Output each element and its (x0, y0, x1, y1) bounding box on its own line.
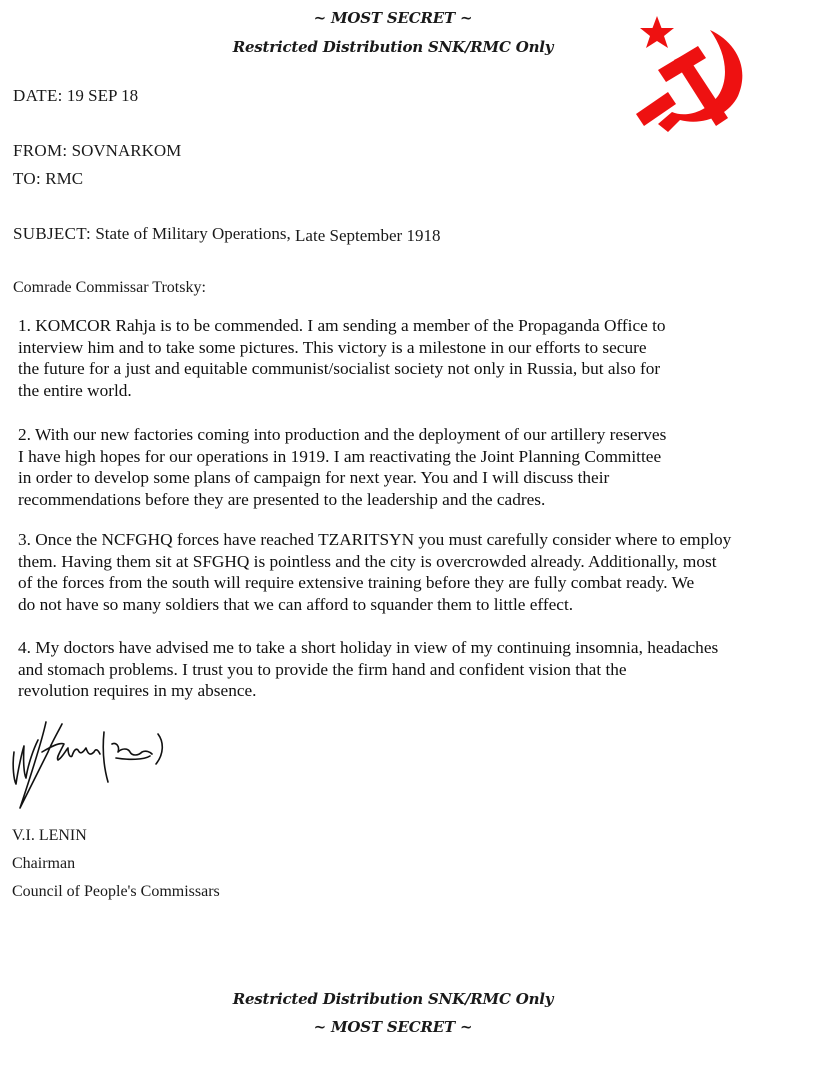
paragraph-line: 1. KOMCOR Rahja is to be commended. I am sending a member of the Propaganda Office to (18, 316, 666, 335)
subject-field (13, 224, 440, 244)
paragraph-line: interview him and to take some pictures. This victory is a milestone in our efforts to secure (18, 337, 647, 357)
date-label: DATE: (13, 86, 63, 105)
classification-bottom-line1: Restricted Distribution SNK/RMC Only (232, 990, 554, 1008)
paragraph-line: the future for a just and equitable communist/socialist society not only in Russia, but also for (18, 359, 661, 378)
to-field (13, 169, 83, 189)
signatory-organization: Council of People's Commissars (12, 883, 220, 900)
subject-value-part1: State of Military Operations, (95, 224, 291, 243)
classification-top-line2: Restricted Distribution SNK/RMC Only (232, 38, 554, 56)
paragraph-4 (18, 637, 808, 702)
hammer-and-sickle-with-star-icon (628, 8, 758, 138)
paragraph-line: them. Having them sit at SFGHQ is pointless and the city is overcrowded already. Additionally, most (18, 551, 717, 571)
paragraph-line: I have high hopes for our operations in 1919. I am reactivating the Joint Planning Committee (18, 446, 662, 466)
paragraph-2 (18, 424, 808, 510)
from-value: SOVNARKOM (71, 141, 182, 160)
subject-label: SUBJECT: (13, 224, 92, 243)
date-field (13, 86, 138, 106)
paragraph-line: and stomach problems. I trust you to provide the firm hand and confident vision that the (18, 659, 627, 679)
paragraph-line: do not have so many soldiers that we can afford to squander them to little effect. (18, 594, 574, 614)
paragraph-line: the entire world. (18, 380, 132, 400)
paragraph-line: revolution requires in my absence. (18, 681, 257, 700)
paragraph-line: recommendations before they are presented to the leadership and the cadres. (18, 489, 546, 509)
paragraph-line: 4. My doctors have advised me to take a short holiday in view of my continuing insomnia, headaches (18, 638, 719, 657)
handwritten-signature-icon (8, 712, 168, 817)
from-field (13, 141, 181, 161)
paragraph-3 (18, 529, 808, 615)
classification-bottom-line2: ~ MOST SECRET ~ (313, 1018, 473, 1036)
to-label: TO: (13, 169, 41, 188)
subject-value-part2: Late September 1918 (295, 226, 441, 245)
paragraph-line: of the forces from the south will require extensive training before they are fully combat ready. We (18, 573, 695, 592)
classification-top-line1: ~ MOST SECRET ~ (313, 9, 473, 27)
date-value: 19 SEP 18 (66, 86, 139, 105)
salutation: Comrade Commissar Trotsky: (13, 279, 206, 296)
paragraph-line: 3. Once the NCFGHQ forces have reached TZARITSYN you must carefully consider where to employ (18, 530, 732, 549)
from-label: FROM: (13, 141, 68, 160)
paragraph-line: in order to develop some plans of campaign for next year. You and I will discuss their (18, 468, 610, 487)
signatory-name: V.I. LENIN (12, 827, 87, 844)
paragraph-1 (18, 315, 808, 401)
to-value: RMC (45, 169, 84, 188)
signatory-title: Chairman (12, 855, 76, 872)
paragraph-line: 2. With our new factories coming into production and the deployment of our artillery reserves (18, 425, 667, 444)
